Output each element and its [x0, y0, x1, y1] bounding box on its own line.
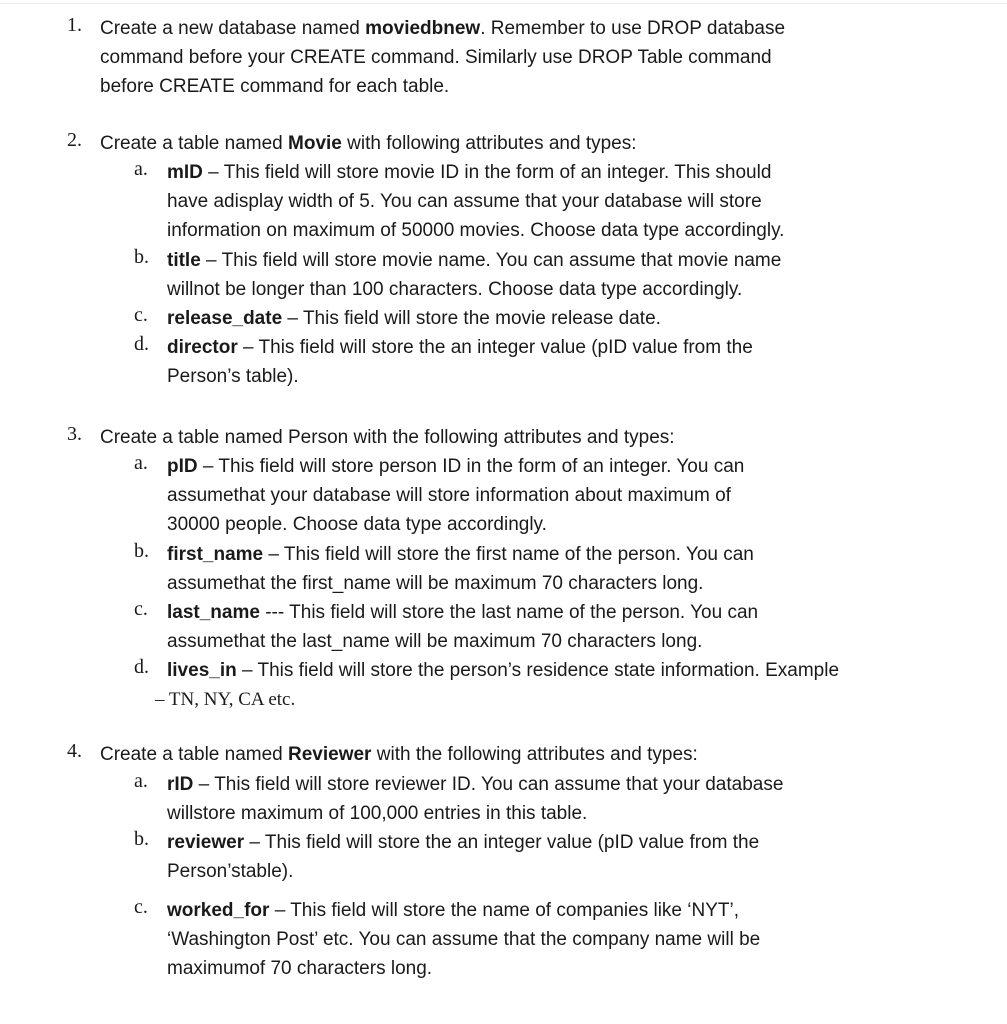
item-number: 2.: [67, 129, 82, 151]
text-line: rID – This field will store reviewer ID. You can assume that your database: [167, 774, 784, 795]
sub-letter: a.: [134, 452, 148, 474]
sub-letter: b.: [134, 246, 149, 268]
text-line: first_name – This field will store the first name of the person. You can: [167, 544, 754, 565]
text-line: assumethat the first_name will be maximum 70 characters long.: [167, 573, 704, 594]
text-line: assumethat the last_name will be maximum 70 characters long.: [167, 631, 703, 652]
sub-text: [167, 158, 987, 245]
sub-text: [167, 246, 987, 304]
sub-text: [167, 333, 987, 391]
text-line: reviewer – This field will store the an integer value (pID value from the: [167, 832, 760, 853]
item-text: [100, 129, 980, 158]
sub-letter: d.: [134, 333, 149, 355]
text-line: lives_in – This field will store the person’s residence state information. Example: [167, 660, 840, 681]
text-line: have adisplay width of 5. You can assume that your database will store: [167, 191, 762, 212]
sub-text: [167, 828, 987, 886]
item-text: [100, 740, 980, 769]
text-line: willstore maximum of 100,000 entries in this table.: [167, 803, 588, 824]
sub-text: [167, 452, 987, 539]
sub-letter: d.: [134, 656, 149, 678]
item-number: 3.: [67, 423, 82, 445]
sub-text: [167, 598, 987, 656]
text-line: last_name --- This field will store the last name of the person. You can: [167, 602, 759, 623]
item-text: [100, 423, 980, 452]
text-line: command before your CREATE command. Similarly use DROP Table command: [100, 47, 772, 68]
text-line: assumethat your database will store information about maximum of: [167, 485, 731, 506]
sub-letter: b.: [134, 828, 149, 850]
text-line: Create a table named Movie with following attributes and types:: [100, 133, 637, 154]
text-line: before CREATE command for each table.: [100, 76, 450, 97]
text-line: willnot be longer than 100 characters. Choose data type accordingly.: [167, 279, 743, 300]
text-line: release_date – This field will store the movie release date.: [167, 308, 661, 329]
sub-text: [167, 896, 987, 983]
item-number: 4.: [67, 740, 82, 762]
text-line: ‘Washington Post’ etc. You can assume that the company name will be: [167, 929, 761, 950]
text-line: information on maximum of 50000 movies. Choose data type accordingly.: [167, 220, 785, 241]
item-text: [100, 14, 980, 101]
sub-letter: a.: [134, 158, 148, 180]
sub-text: [167, 540, 987, 598]
text-line: Person’s table).: [167, 366, 299, 387]
sub-text: [155, 656, 987, 714]
text-line: Create a table named Person with the following attributes and types:: [100, 427, 675, 448]
sub-letter: c.: [134, 896, 148, 918]
item-number: 1.: [67, 14, 82, 36]
text-line: Create a table named Reviewer with the following attributes and types:: [100, 744, 698, 765]
text-line: maximumof 70 characters long.: [167, 958, 433, 979]
top-border: [0, 3, 1007, 4]
sub-text: [167, 770, 987, 828]
sub-letter: c.: [134, 598, 148, 620]
text-line: – TN, NY, CA etc.: [155, 689, 296, 710]
sub-letter: c.: [134, 304, 148, 326]
text-line: Person’stable).: [167, 861, 294, 882]
text-line: pID – This field will store person ID in the form of an integer. You can: [167, 456, 745, 477]
text-line: Create a new database named moviedbnew. Remember to use DROP database: [100, 18, 786, 39]
text-line: worked_for – This field will store the name of companies like ‘NYT’,: [167, 900, 739, 921]
sub-letter: b.: [134, 540, 149, 562]
text-line: title – This field will store movie name. You can assume that movie name: [167, 250, 782, 271]
sub-letter: a.: [134, 770, 148, 792]
text-line: director – This field will store the an integer value (pID value from the: [167, 337, 753, 358]
text-line: mID – This field will store movie ID in the form of an integer. This should: [167, 162, 772, 183]
text-line: 30000 people. Choose data type accordingly.: [167, 514, 547, 535]
sub-text: [167, 304, 987, 333]
